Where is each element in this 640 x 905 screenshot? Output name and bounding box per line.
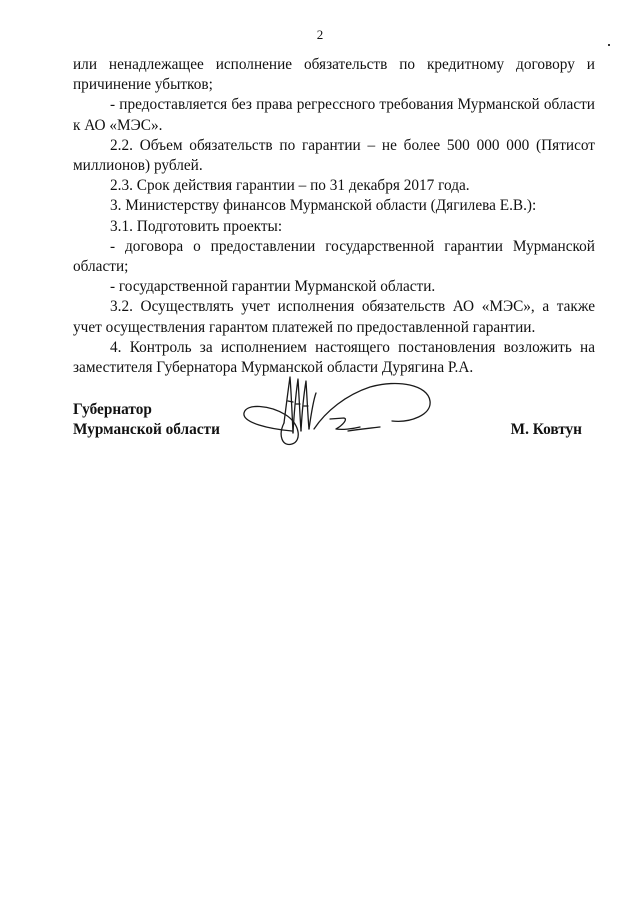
paragraph-3-2: 3.2. Осуществлять учет исполнения обязательств АО «МЭС», а также учет осуществления гарантом платежей по предоставленной гарантии. [73, 298, 595, 336]
signatory-name: М. Ковтун [510, 421, 582, 438]
paragraph-contract: - договора о предоставлении государственной гарантии Мурманской области; [73, 237, 595, 276]
page-number: 2 [316, 27, 324, 42]
signatory-position [73, 400, 220, 440]
paragraph-continuation: или ненадлежащее исполнение обязательств по кредитному договору и причинение убытков; [73, 56, 595, 94]
handwritten-signature [230, 371, 440, 451]
paragraph-regress: - предоставляется без права регрессного требования Мурманской области к АО «МЭС». [73, 96, 595, 134]
paragraph-4: 4. Контроль за исполнением настоящего постановления возложить на заместителя Губернатора Мурманской области Дурягина Р.А. [73, 338, 595, 377]
position-region: Мурманской области [73, 421, 220, 439]
paragraph-3: 3. Министерству финансов Мурманской области (Дягилева Е.В.): [110, 197, 537, 215]
paragraph-3-1: 3.1. Подготовить проекты: [110, 217, 283, 235]
paragraph-2-2: 2.2. Объем обязательств по гарантии – не более 500 000 000 (Пятисот миллионов) рублей. [73, 136, 595, 175]
corner-mark [608, 44, 610, 46]
paragraph-guarantee: - государственной гарантии Мурманской области. [110, 278, 436, 296]
document-body [73, 55, 595, 378]
position-title: Губернатор [73, 401, 152, 418]
paragraph-2-3: 2.3. Срок действия гарантии – по 31 декабря 2017 года. [110, 177, 470, 195]
